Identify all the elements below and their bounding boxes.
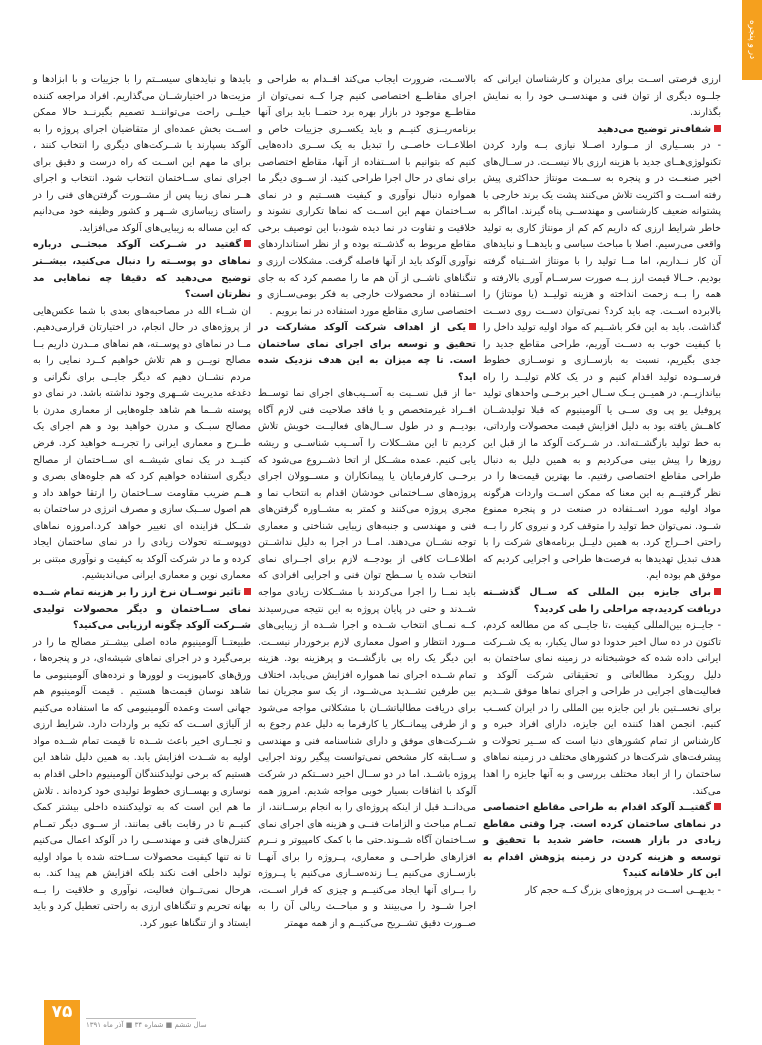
question-text: برای جایزه بین المللی که ســال گذشــته دریافت کردید،چه مراحلی را طی کردید؟: [483, 586, 721, 615]
answer-paragraph: بالاســت، ضرورت ایجاب می‌کند اقــدام به طراحی و اجرای مقاطــع اختصاصی کنیم چرا کــه نمی‌توان از مقاطــع موجود در بازار بهره برد حتمــا باید برای آنها برنامه‌ریــزی کنیــم و باید یکســری جزییات خاص و اطلاعــات خاصــی را تبدیل به یک ســری داده‌هایی کنیم که بتوانیم با اســتفاده از آنها، مقاطع اختصاصی برای نمای در حال اجرا طراحی کنید. از ســوی دیگر ما همواره دنبال نوآوری و کیفیت هســتیم و در نمای ســاختمان مهم این اســت که نماها تکراری نشوند و خلاقیت و تفاوت در نما دیده شود،با این توصیف برخی مقاطع مربوط به گذشــته بوده و از نظر استانداردهای نوآوری آلوکد باید از آنها فاصله گرفت. مشکلات ارزی و تنگناهای ناشــی از آن هم ما را مصمم کرد که به جای اســتفاده از محصولات خارجی به فکر بومی‌ســازی و اختصاصی سازی مقاطع مورد استفاده در نما برویم .: [258, 74, 476, 317]
column-right: [483, 72, 721, 899]
question-text: یکی از اهداف شرکت آلوکد مشارکت در تحقیق و توسعه برای اجرای نمای ساختمان است. تا چه میزان به این هدف نزدیک شده اید؟: [258, 322, 476, 383]
column-left: [33, 72, 251, 932]
section-tab-label: در و پنجره: [747, 20, 757, 60]
question-bullet-icon: [714, 588, 721, 595]
question-text: گفتیــد آلوکد اقدام به طراحی مقاطع اختصاصی در نماهای ساختمان کرده است. چرا وقتی مقاطع زیادی در بازار هست، حاضر شدید با تحقیق و توسعه و هزینه کردن در زمینه پژوهش اقدام به این کار خلاقانه کنید؟: [483, 802, 721, 880]
interview-question: [483, 585, 721, 618]
question-bullet-icon: [714, 125, 721, 132]
page-number: ۷۵: [51, 1002, 73, 1022]
interview-question: [483, 800, 721, 883]
footer-divider: [86, 1018, 196, 1019]
question-bullet-icon: [244, 240, 251, 247]
column-middle: [258, 72, 476, 932]
interview-question: [258, 320, 476, 386]
answer-paragraph: - در بســیاری از مــوارد اصــلا نیازی بــه وارد کردن تکنولوژی‌هــای جدید با هزینه ارزی بالا نیســت. در ســال‌های اخیر صنعــت در و پنجره به ســمت مونتاژ حداکثری پیش رفته اســت و اکثریت تلاش می‌کنند پشت یک برند خارجی با پشتوانه ضعیف کارشناسی و مهندســی پناه گیرند. امااگر به خاطر شرایط ارزی که داریم کم کم از مونتاژ کاری به تولید واقعی می‌رسیم. اصلا با مباحث سیاسی و بایدهــا و نبایدهای آن کار نــداریم، اما مــا تولید را با مونتاژ اشــتباه گرفته بودیم. حــالا قیمت ارز بــه صورت سرســام آوری بالارفته و همه را بــه زحمت انداخته و هزینه تولیــد (یا مونتاژ) را بالابرده اســت. چه باید کرد؟ نمی‌توان دســت روی دســت گذاشت. باید به این فکر باشــیم که مواد اولیه تولید داخل را با کیفیت خوب به دســت آوریم، طراحی مقاطع جدید را جدی بگیریم، نسبت به بازســازی و نوســازی خطوط فرســوده تولید اقدام کنیم و در یک کلام تولیــد را راه بیاندازیــم. در همیــن یــک ســال اخیر برخــی واحدهای تولید پروفیل یو پی وی ســی یا آلومینیوم که قبلا تولیدشــان کاهــش یافته بود به دلیل افزایش قیمت محصولات وارداتی، به خط تولید بازگشــته‌اند. در شــرکت آلوکد ما از قبل این روزها را پیش بینی می‌کردیم و به همین دلیل به دنبال طراحی مقاطع اختصاصی رفتیم. ما بهترین قیمت‌ها را در نظر گرفتیــم به این معنا که ممکن اســت واردات هرگونه مواد اولیه مورد اســتفاده در صنعت در و پنجره ممنوع شــود. نمی‌توان خط تولید را متوقف کرد و نیروی کار را بــه راحتی اخــراج کرد. به همین دلیــل برنامه‌های شرکت را با هدف تبدیل تهدیدها به فرصت‌ها طراحی و اجرایی کردیم که موفق هم بوده ایم.: [483, 140, 721, 582]
answer-paragraph: - جایــزه بین‌المللی کیفیت ،تا جایــی که من مطالعه کردم، تاکنون در ده سال اخیر حدودا دو سال یکبار، به یک شــرکت ایرانی داده شده که خوشبختانه در زمینه نمای ساختمان به دلیل رویکرد مطالعاتی و تحقیقاتی شرکت آلوکد و فعالیت‌های اجرایی در طراحی و اجرای نماها موفق شــدیم برای نخســتین بار این جایزه بین المللی را در ایران کســب کنیم. انجمن اهدا کننده این جایزه، دارای افراد خبره و کارشناس از تمام کشورهای دنیا است که ســیر تحولات و پیشرفت‌های شرکت‌ها در کشورهای مختلف در زمینه نماهای ساختمان را از ابعاد مختلف بررسی و به آنها جایزه را اهدا می‌کند.: [483, 620, 721, 797]
issue-info: سال ششم ■ شماره ۳۴ ■ آذر ماه ۱۳۹۱: [86, 1021, 207, 1029]
question-text: تاثیر نوســان نرخ ارز را بر هزینه تمام شــده نمای ســاختمان و دیگر محصولات تولیدی شــرکت آلوکد چگونه ارزیابی می‌کنید؟: [33, 586, 251, 632]
interview-question: [33, 237, 251, 303]
answer-paragraph: - بدیهــی اســت در پروژه‌های بزرگ کــه حجم کار: [525, 884, 721, 896]
answer-paragraph: طبیعتــا آلومینیوم ماده اصلی بیشــتر مصالح ما را در برمی‌گیرد و در اجرای نماهای شیشه‌ای، در و پنجره‌ها ، ورق‌های کامپوزیت و لوورها و نرده‌های آلومینیومی ما شاهد نوسان قیمت‌ها هستیم . قیمت آلومینیوم هم جهانی است وعمده آلومینیومی که ما استفاده می‌کنیم از آلیاژی اســت که تکیه بر واردات دارد. شرایط ارزی و تجــاری اخیر باعث شــده تا قیمت تمام شــده مواد اولیه به شــدت افزایش یابد. به همین دلیل شاهد این هستیم که برخی تولیدکنندگان آلومینیوم داخلی اقدام به نوسازی و بهســازی خطوط تولیدی خود کرده‌اند . تلاش ما هم این است که به تولیدکننده داخلی بیشتر کمک کنیــم تا در رقابت باقی بمانند. از ســوی دیگر تمــام کنترل‌های فنی و مهندســی را در آلوکد اعمال می‌کنیم تا نه تنها کیفیت محصولات ســاخته شده با مواد اولیه تولید داخلی افت نکند بلکه افزایش هم پیدا کند. به هرحال نمی‌تــوان فعالیت، نوآوری و خلاقیت را بــه بهانه تحریم و تنگناهای ارزی به راحتی تعطیل کرد و باید ایستاد و از تنگناها عبور کرد.: [33, 636, 251, 929]
interview-question: [483, 122, 721, 139]
question-bullet-icon: [469, 323, 476, 330]
question-text: گفتید در شــرکت آلوکد مبحثــی درباره نماهای دو پوســته را دنبال می‌کنید، بیشــتر توضیح می‌دهید که دقیقا چه نماهایی مد نظرتان است؟: [33, 239, 251, 301]
answer-paragraph: -ما از قبل نســبت به آســیب‌های اجرای نما توســط افــراد غیرمتخصص و یا فاقد صلاحیت فنی لازم آگاه بودیــم و در طول ســال‌های فعالیــت خویش تلاش کردیم تا این مشــکلات را آســیب شناســی و ریشه یابی کنیم. عمده مشــکل از اتخا ذشــروع می‌شود که برخــی کارفرمایان یا پیمانکاران و مســوولان اجرای پروژه‌های ســاختمانی خودشان اقدام به انتخاب نما و مجری پروژه می‌کنند و کمتر به مشــاوره گرفتن‌های فنی و مهندسی و جنبه‌های زیبایی شناختی و معماری توجه نشــان می‌دهند. امــا در اجرا به دلیل نداشــتن اطلاعــات کافی از بودجــه لازم برای اجــرای نمای انتخاب شده یا ســطح توان فنی و اجرایی افرادی که باید نمــا را اجرا می‌کردند با مشــکلات زیادی مواجه شــدند و حتی در پایان پروژه به این نتیجه می‌رسیدند کــه نمــای انتخاب شــده و اجرا شــده از زیبایی‌های مــورد انتظار و اصول معماری لازم برخوردار نیســت. این دیگر یک راه بی بازگشــت و پرهزینه بود. هزینه تمام شــده اجرای نما همواره افزایش می‌یابد، اختلاف بین طرفین تشــدید می‌شــود، از یک سو مجریان نما برای دریافت مطالباتشــان با مشکلاتی مواجه می‌شود و از طرفی پیمانــکار یا کارفرما به دلیل عدم رجوع به شــرکت‌های موفق و دارای شناسنامه فنی و مهندسی و ســابقه کار مشخص نمی‌توانست پیگیر روند اجرایی پروژه باشــد. اما در دو ســال اخیر دســتکم در شرکت آلوکد با اتفاقات بسیار خوبی مواجه شدیم. امروز همه می‌دانــد قبل از اینکه پروژه‌ای را به انجام برســانند، از تمــام مباحث و الزامات فنــی و هزینه های اجرای نمای ســاختمان آگاه شــوند.حتی ما با کمک کامپیوتر و نــرم افزارهای طراحــی و معماری، پــروژه را برای آنهــا بازســازی می‌کنیم یــا زنده‌ســازی می‌کنیم یا پــروژه را بــرای آنها ایجاد می‌کنیــم و چیزی که قرار اســت، اجرا شــود را می‌بینند و و مباحــث ریالی آن را به صــورت دقیق تشــریح می‌کنیــم و از همه مهمتر: [258, 388, 476, 929]
answer-paragraph: ارزی فرصتی اســت برای مدیران و کارشناسان ایرانی که جلــوه دیگری از توان فنی و مهندســی خود را به نمایش بگذارند.: [483, 74, 721, 119]
answer-paragraph: ان شــاء الله در مصاحبه‌های بعدی با شما عکس‌هایی از پروژه‌های در حال انجام، در اختیارتان قرارمی‌دهیم. مــا در نماهای دو پوســته، هم نماهای مــدرن داریم بــا مصالح نویــن و هم تلاش خواهیم کــرد نمایی را به مردم نشــان دهیم که دیگر جایــی برای نگرانی و دغدغه مدیریت شــهری وجود نداشته باشد. در نمای دو پوسته شــما هم شاهد جلوه‌هایی از معماری مدرن با مصالح سبــک و مدرن خواهید بود و هم اجرای یک طــرح و معماری ایرانی را تجربــه خواهید کرد. فرض کنیــد در یک نمای شیشــه ای ســاختمان از مصالح دیگری استفاده خواهیم کرد که هم جلوه‌های بصری و هــم ضریب مقاومت ســاختمان را ارتقا خواهد داد و هم اصول ســبک سازی و مصرف انرژی در ساختمان به شــکل فزاینده ای تغییر خواهد کرد.امروزه نماهای دوپوســته تحولات زیادی را در نمای ساختمان ایجاد کرده و ما در شرکت آلوکد به کیفیت و نوآوری مبتنی بر معماری نوین و معماری ایرانی می‌اندیشیم.: [33, 305, 251, 582]
answer-paragraph: بایدها و نبایدهای سیســتم را با جزییات و با ابزادها و مزیت‌ها در اختیارشــان می‌گذاریم. افراد مراجعه کننده خیلــی راحت می‌تواننــد تصمیم بگیرنــد حالا ممکن اســت بخش عمده‌ای از متقاضیان اجرای پروژه را به آلوکد بسپارند یا شــرکت‌های دیگری را انتخاب کنند ، برای ما مهم این اســت که راه درست و دقیق برای اجرای نمای ســاختمان انتخاب شود. انتخاب و اجرای هــر نمای زیبا پس از مشــورت گرفتن‌های فنی را در راستای زیباسازی شــهر و کشور وظیفه خود می‌دانیم که این مساله به زیبایی‌های آلوکد می‌افزاید.: [33, 74, 251, 234]
question-bullet-icon: [714, 803, 721, 810]
question-text: شفاف‌تر توضیح می‌دهید: [597, 123, 711, 135]
interview-question: [33, 585, 251, 635]
question-bullet-icon: [244, 588, 251, 595]
